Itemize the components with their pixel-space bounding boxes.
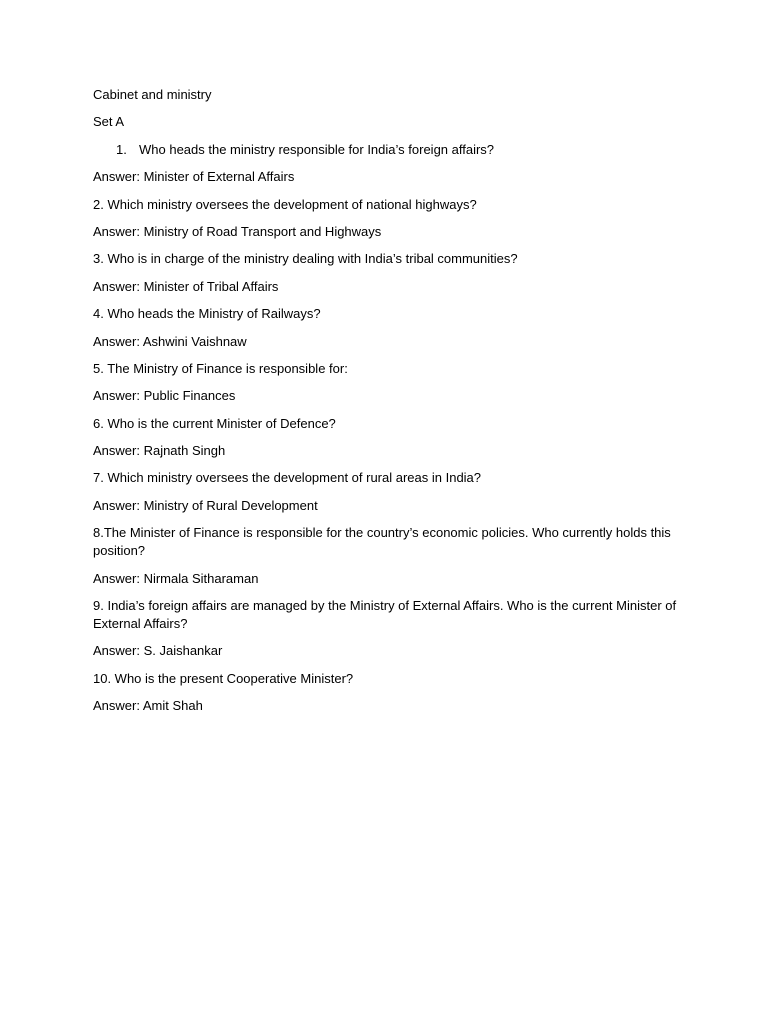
document-body xyxy=(93,86,683,725)
question-6: 6. Who is the current Minister of Defence? xyxy=(93,415,336,431)
answer-6: Answer: Rajnath Singh xyxy=(93,443,226,459)
question-1-text: Who heads the ministry responsible for India’s foreign affairs? xyxy=(139,141,495,157)
question-2: 2. Which ministry oversees the development of national highways? xyxy=(93,196,477,212)
answer-8: Answer: Nirmala Sitharaman xyxy=(93,570,259,586)
answer-3: Answer: Minister of Tribal Affairs xyxy=(93,278,279,294)
answer-2: Answer: Ministry of Road Transport and Highways xyxy=(93,223,382,239)
answer-10: Answer: Amit Shah xyxy=(93,698,203,714)
answer-1: Answer: Minister of External Affairs xyxy=(93,169,295,185)
answer-5: Answer: Public Finances xyxy=(93,388,236,404)
answer-7: Answer: Ministry of Rural Development xyxy=(93,497,318,513)
question-1 xyxy=(93,141,683,159)
question-10: 10. Who is the present Cooperative Minister? xyxy=(93,670,354,686)
question-8: 8.The Minister of Finance is responsible for the country’s economic policies. Who currently holds this position? xyxy=(93,525,671,559)
answer-4: Answer: Ashwini Vaishnaw xyxy=(93,333,247,349)
question-1-number: 1. xyxy=(116,141,127,157)
set-label: Set A xyxy=(93,114,125,130)
document-title: Cabinet and ministry xyxy=(93,87,212,102)
question-4: 4. Who heads the Ministry of Railways? xyxy=(93,306,321,322)
question-3: 3. Who is in charge of the ministry dealing with India’s tribal communities? xyxy=(93,251,518,267)
question-9: 9. India’s foreign affairs are managed by the Ministry of External Affairs. Who is the current Minister of External Affairs? xyxy=(93,598,677,632)
question-5: 5. The Ministry of Finance is responsible for: xyxy=(93,360,348,376)
answer-9: Answer: S. Jaishankar xyxy=(93,643,223,659)
question-7: 7. Which ministry oversees the development of rural areas in India? xyxy=(93,470,482,486)
